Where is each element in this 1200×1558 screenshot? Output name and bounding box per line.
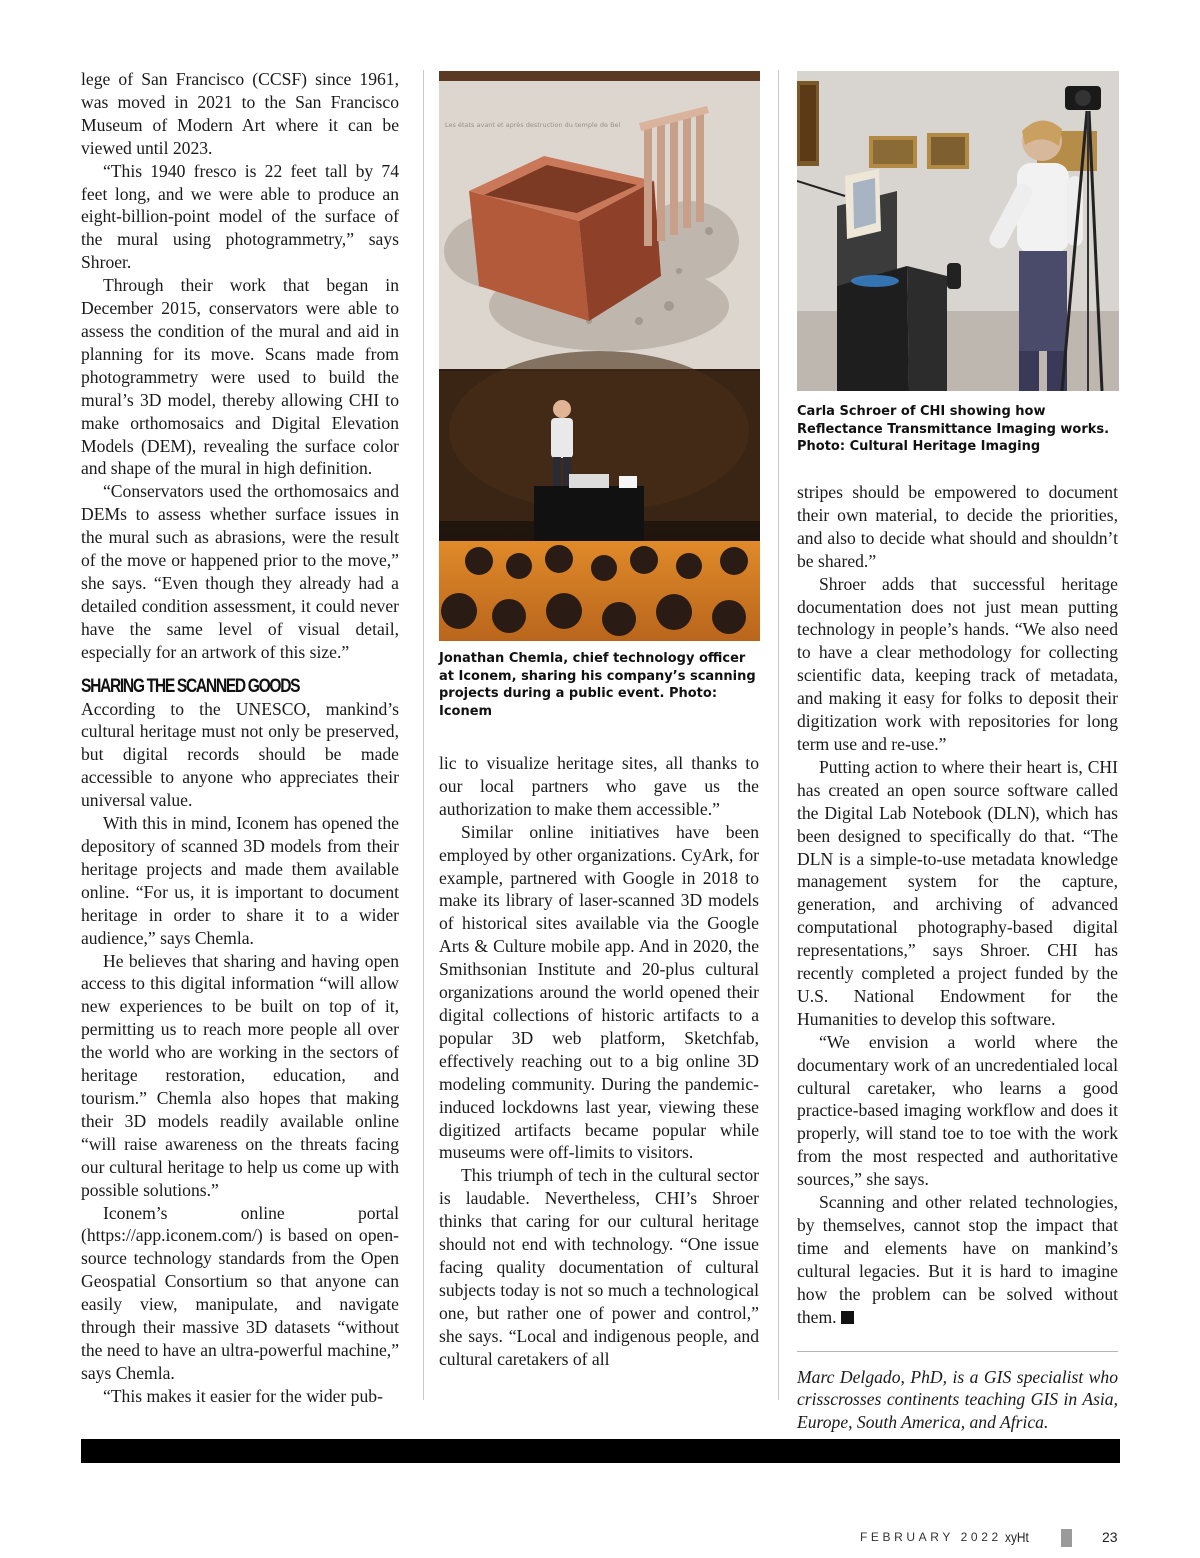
paragraph: lege of San Francisco (CCSF) since 1961, was moved in 2021 to the San Francisco Museum of Modern Art where it can be viewed until 2023. [81,69,399,158]
paragraph: With this in mind, Iconem has opened the depository of scanned 3D models from their heritage projects and made them available online. “For us, it is important to document heritage in order to share it to a wider audience,” says Chemla. [81,813,399,948]
page-number: 23 [1102,1529,1118,1545]
end-mark-icon [841,1311,854,1324]
paragraph: “This makes it easier for the wider pub- [103,1385,383,1406]
rti-demonstration-photo [797,71,1119,391]
paragraph: Shroer adds that successful heritage documentation does not just mean putting technology in people’s hands. “We also need to have a clear methodology for collecting scientific data, keeping track of metadata, and making it easy for folks to deposit their digitization work with repositories for long term use and re-use.” [797,573,1118,754]
column-rule-left [423,70,424,1400]
paragraph: Iconem’s online portal (https://app.iconem.com/) is based on open-source technology standards from the Open Geospatial Consortium so that anyone can easily view, manipulate, and navigate through their massive 3D datasets “without the need to have an ultra-powerful machine,” says Chemla. [81,1202,400,1383]
paragraph: Putting action to where their heart is, CHI has created an open source software called the Digital Lab Notebook (DLN), which has been designed to specifically do that. “The DLN is a simple-to-use metadata knowledge management system for the capture, generation, and archiving of advanced computational photography-based digital representations,” says Shroer. CHI has recently completed a project funded by the U.S. National Endowment for the Humanities to develop this software. [797,756,1118,1029]
column-rule-right [778,70,779,1400]
paragraph: Similar online initiatives have been employed by other organizations. CyArk, for example, partnered with Google in 2018 to make its library of laser-scanned 3D models of historical sites available via the Google Arts & Culture mobile app. And in 2020, the Smithsonian Institute and 20-plus cultural organizations around the world opened their digital collections of historic artifacts to a popular 3D web platform, Sketchfab, effectively reaching out to a big online 3D modeling community. During the pandemic-induced lockdowns last year, viewing these digitized artifacts became popular while museums were off-limits to visitors. [439,821,759,1163]
paragraph-final-text: Scanning and other related technologies, by themselves, cannot stop the impact that time and elements have on mankind’s cultural legacies. But it is hard to imagine how the problem can be solved without them. [797,1192,1118,1327]
magazine-name: xyHt [1005,1529,1029,1545]
footer-separator-block [1061,1529,1072,1547]
paragraph: According to the UNESCO, mankind’s cultural heritage must not only be preserved, but digital records should be made accessible to anyone who appreciates their universal value. [81,698,399,811]
photo-caption-iconem: Jonathan Chemla, chief technology officer at Iconem, sharing his company’s scanning projects during a public event. Photo: Iconem [439,651,756,719]
photo-caption-chi: Carla Schroer of CHI showing how Reflectance Transmittance Imaging works. Photo: Cultural Heritage Imaging [797,404,1110,454]
paragraph: lic to visualize heritage sites, all thanks to our local partners who gave us the authorization to make them accessible.” [439,753,759,819]
section-heading: SHARING THE SCANNED GOODS [81,675,300,697]
paragraph: This triumph of tech in the cultural sector is laudable. Nevertheless, CHI’s Shroer thinks that caring for our cultural heritage should not end with technology. “One issue facing quality documentation of cultural subjects today is not so much a technological one, but rather one of power and control,” she says. “Local and indigenous people, and cultural caretakers of all [439,1165,759,1369]
paragraph: Through their work that began in December 2015, conservators were able to assess the condition of the mural and aid in planning for its move. Scans made from photogrammetry were used to build the mural’s 3D model, thereby allowing CHI to make orthomosaics and Digital Elevation Models (DEM), revealing the surface color and shape of the mural in high definition. [81,275,399,479]
article-column-1 [81,68,399,1408]
paragraph: “This 1940 fresco is 22 feet tall by 74 feet long, and we were able to produce an eight-billion-point model of the surface of the mural using photogrammetry,” says Shroer. [81,160,399,273]
paragraph: He believes that sharing and having open access to this digital information “will allow new experiences to be built on top of it, permitting us to reach more people all over the world who are working in the sectors of heritage restoration, education, and tourism.” Chemla also hopes that making their 3D models readily available online “will raise awareness on the threats facing our cultural heritage to help us come up with possible solutions.” [81,950,399,1200]
article-column-2 [439,752,759,1370]
footer-bar [81,1439,1120,1463]
paragraph-final [797,1191,1118,1328]
article-column-3 [797,481,1118,1434]
paragraph: “Conservators used the orthomosaics and DEMs to assess whether surface issues in the mural such as abrasions, were the result of the move or happened prior to the move,” she says. “Even though they already had a detailed condition assessment, it could never have the same level of visual detail, especially for an artwork of this size.” [81,481,399,662]
slide-caption-text: Les états avant et après destruction du temple de Bel [445,121,621,129]
iconem-presentation-photo [439,71,760,641]
footer-date: FEBRUARY 2022 [860,1530,1002,1544]
paragraph: “We envision a world where the documentary work of an uncredentialed local cultural caretaker, who learns a good practice-based imaging workflow and does it properly, will stand toe to toe with the work from the most respected and authoritative sources,” she says. [797,1031,1118,1190]
paragraph: stripes should be empowered to document their own material, to decide the priorities, and also to decide what should and shouldn’t be shared.” [797,482,1118,571]
author-bio: Marc Delgado, PhD, is a GIS specialist who crisscrosses continents teaching GIS in Asia, Europe, South America, and Africa. [797,1351,1118,1435]
